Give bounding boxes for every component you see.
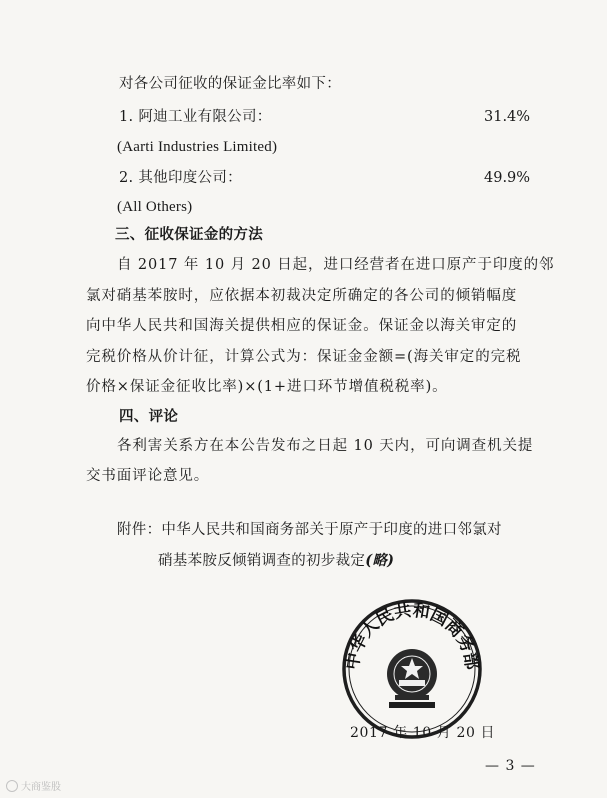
watermark-text: 大商鉴股 <box>21 782 61 793</box>
official-seal <box>341 598 483 740</box>
section-4-line: 各利害关系方在本公告发布之日起 10 天内，可向调查机关提 <box>117 438 534 454</box>
national-emblem-icon <box>387 649 437 708</box>
omitted-note: (略) <box>365 552 395 569</box>
company-1-rate: 31.4% <box>484 109 531 125</box>
attachment-line-2 <box>158 551 394 571</box>
watermark <box>6 778 61 793</box>
section-3-line: 自 2017 年 10 月 20 日起，进口经营者在进口原产于印度的邻 <box>117 257 555 273</box>
rates-intro: 对各公司征收的保证金比率如下： <box>119 76 341 92</box>
section-3-line: 价格×保证金征收比率)×(1+进口环节增值税税率)。 <box>86 379 448 395</box>
watermark-logo-icon <box>6 780 18 792</box>
section-3-heading: 三、征收保证金的方法 <box>115 226 263 243</box>
company-2-label: 2. 其他印度公司： <box>119 170 242 186</box>
company-2-rate: 49.9% <box>484 170 531 186</box>
section-3-line: 向中华人民共和国海关提供相应的保证金。保证金以海关审定的 <box>86 318 518 334</box>
section-3-line: 氯对硝基苯胺时，应依据本初裁决定所确定的各公司的倾销幅度 <box>86 288 518 304</box>
company-1-label: 1. 阿迪工业有限公司： <box>119 109 272 125</box>
company-1-english: (Aarti Industries Limited) <box>117 139 278 155</box>
company-2-english: (All Others) <box>117 199 193 215</box>
issue-date: 2017 年 10 月 20 日 <box>350 725 496 741</box>
seal-text: 中华人民共和国商务部 <box>342 600 482 672</box>
section-4-line: 交书面评论意见。 <box>86 468 210 484</box>
attachment-line-1: 附件：中华人民共和国商务部关于原产于印度的进口邻氯对 <box>117 522 502 538</box>
section-3-line: 完税价格从价计征，计算公式为：保证金金额=(海关审定的完税 <box>86 349 522 365</box>
section-4-heading: 四、评论 <box>119 408 179 425</box>
page-number: — 3 — <box>485 758 536 774</box>
attachment-title-end: 硝基苯胺反倾销调查的初步裁定 <box>158 553 366 569</box>
